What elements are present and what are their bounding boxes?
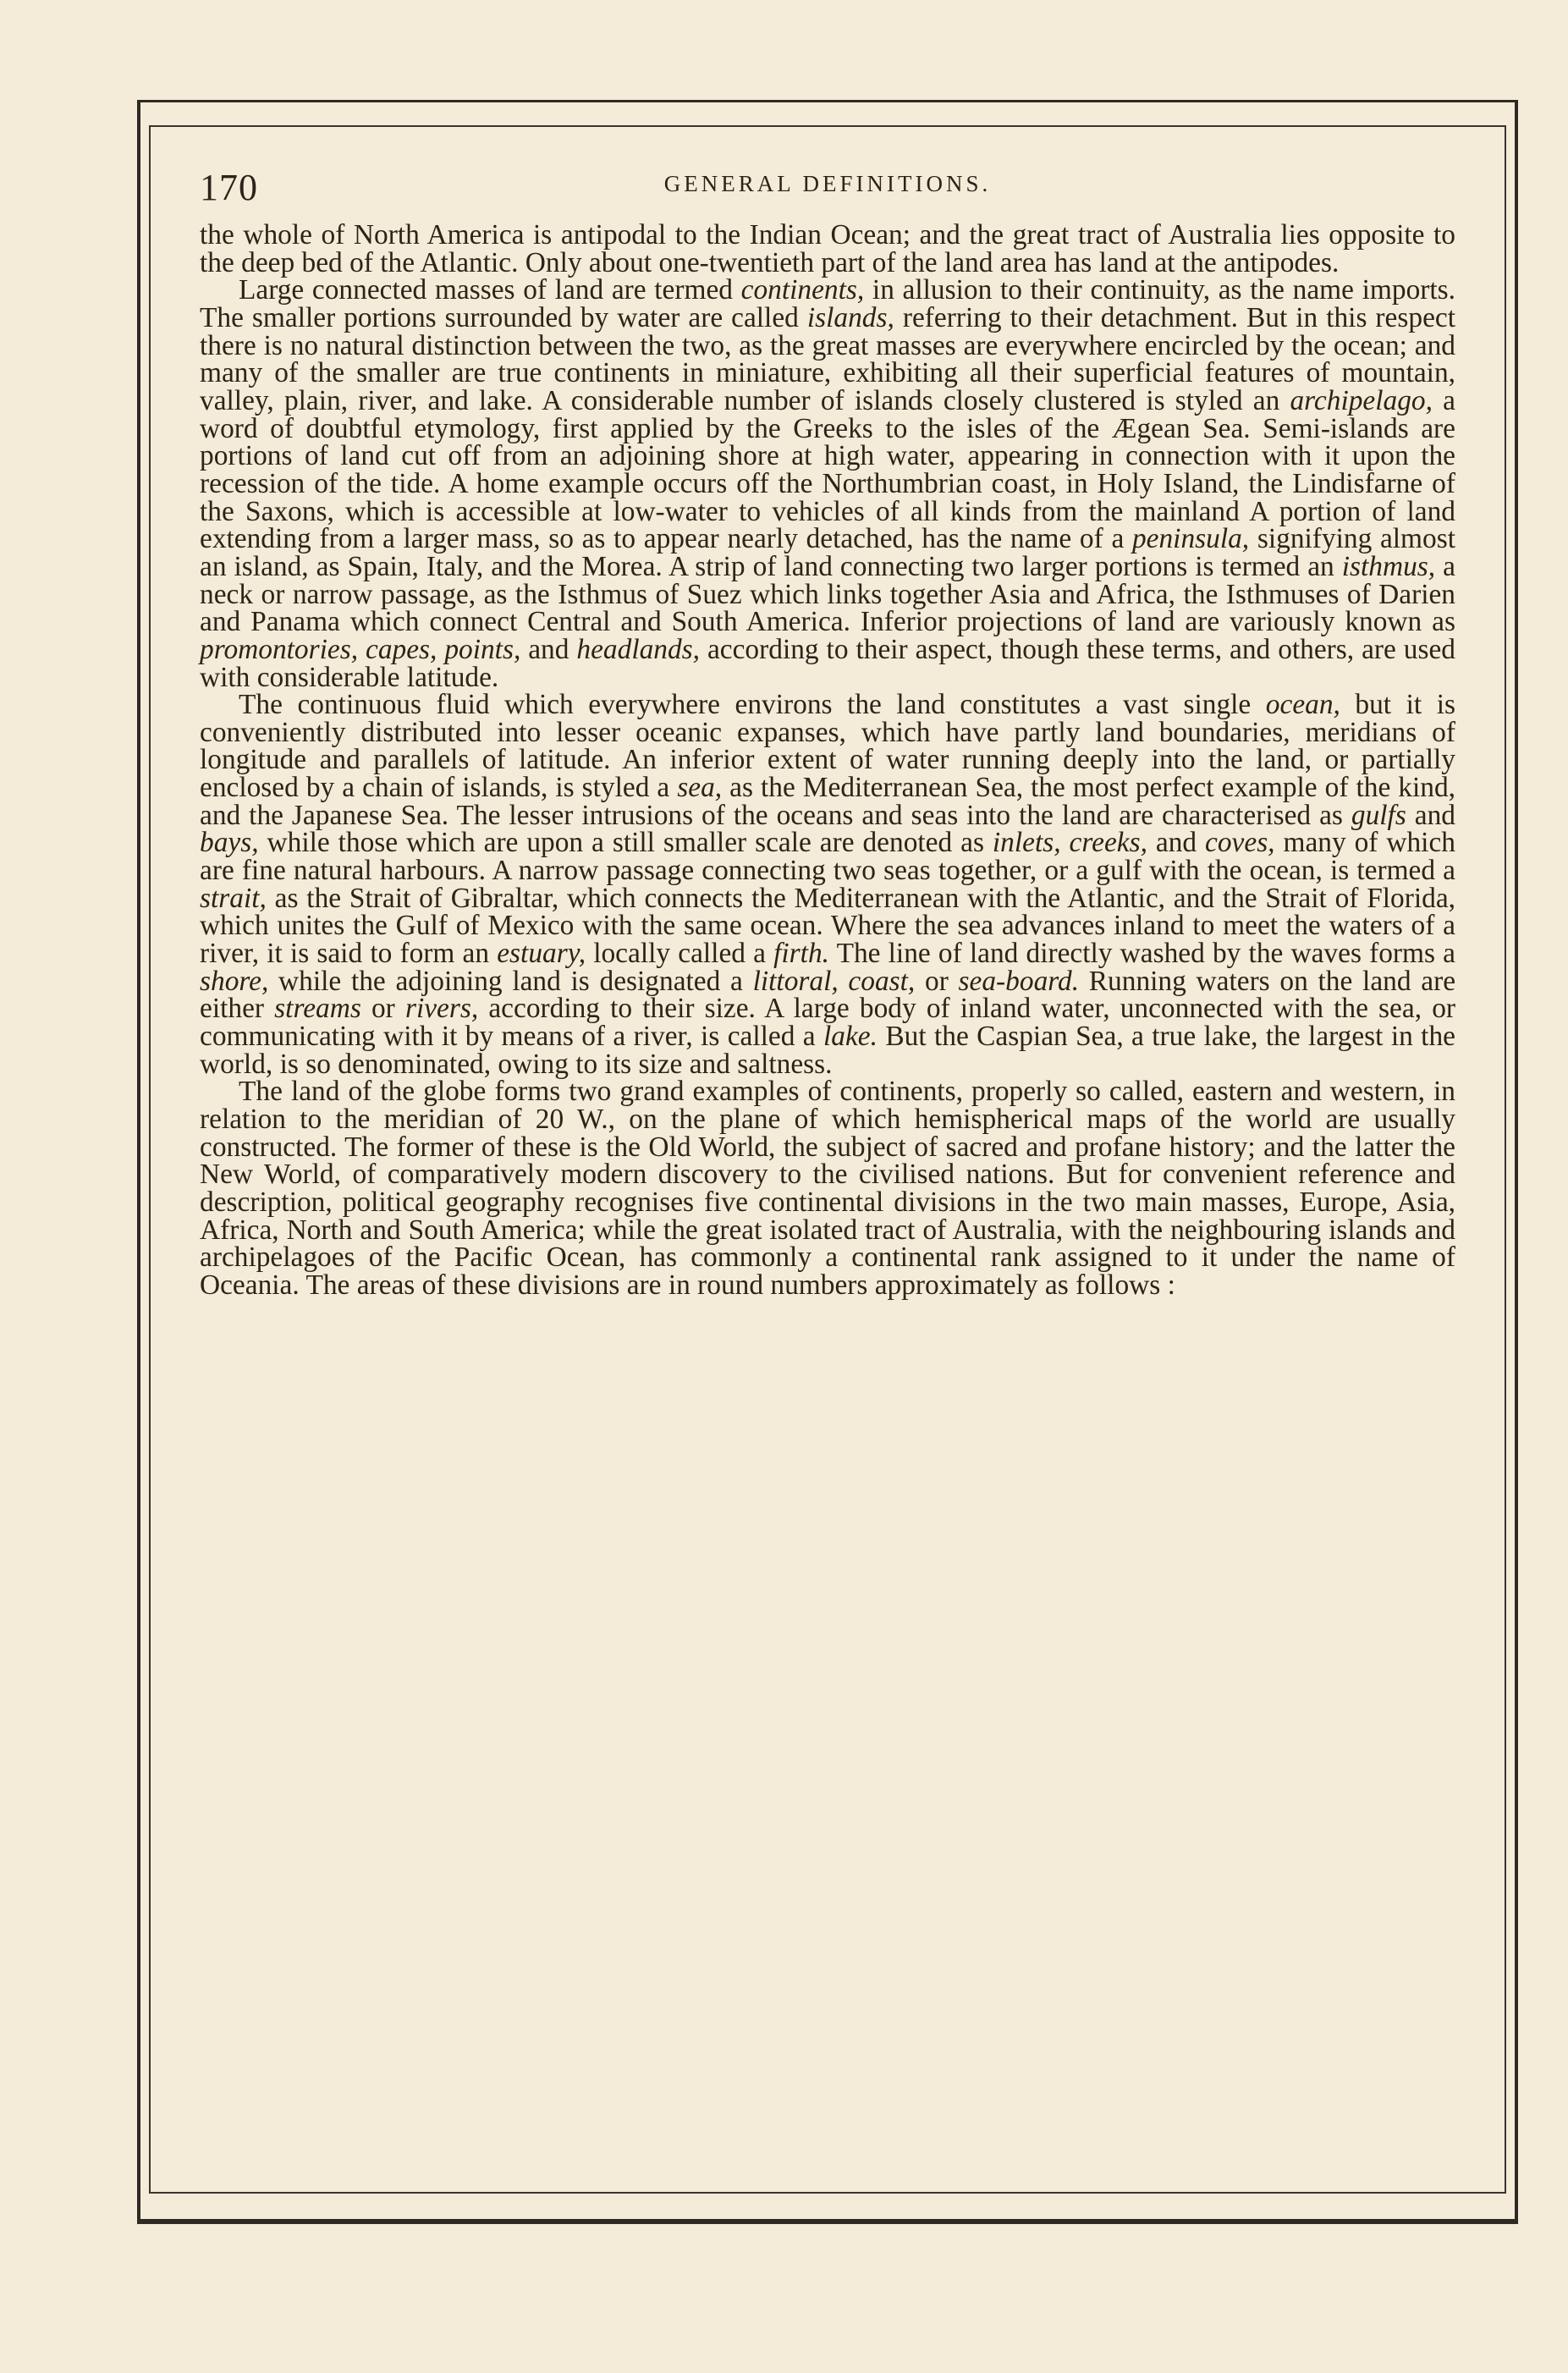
italic-term: streams [274,993,361,1025]
italic-term: sea-board. [958,965,1080,997]
italic-term: strait, [200,882,267,914]
paragraph [200,691,1455,1078]
italic-term: littoral, coast, [752,965,916,997]
text-run: or [360,993,405,1025]
text-run: a neck or narrow passage, as the Isthmus of Suez which links together Asia and Africa, the Isthmuses of Darien and Panama which connect Central and South America. Inferior projections of land are variously known as [200,550,1455,638]
paragraph [200,219,1455,278]
text-run: or [915,965,959,997]
text-run: but it is conveniently distributed into lesser oceanic expanses, which have partly land boundaries, meridians of longitude and parallels of latitude. An inferior extent of water running deeply into the land, or partially enclosed by a chain of islands, is styled a [200,689,1455,804]
text-run: in allusion to their continuity, as the name imports. The smaller portions surrounded by water are called [200,274,1456,333]
page-header [200,166,1455,208]
italic-term: shore, [200,965,269,997]
text-run: a word of doubtful etymology, first applied by the Greeks to the isles of the Ægean Sea. Semi-islands are portions of land cut off from an adjoining shore at high water, appearing in connection with it upon the recession of the tide. A home example occurs off the Northumbrian coast, in Holy Island, the Lindisfarne of the Saxons, which is accessible at low-water to vehicles of all kinds from the mainland A portion of land extending from a larger mass, so as to appear nearly detached, has the name of a [200,384,1455,555]
italic-term: lake. [823,1021,878,1053]
text-run: many of which are fine natural harbours. A narrow passage connecting two seas together, or a gulf with the ocean, is termed a [200,827,1455,887]
body-text [200,219,1456,1301]
italic-term: promontories, capes, points, [200,633,521,665]
text-run: The land of the globe forms two grand examples of continents, properly so called, eastern and western, in relation to the meridian of 20 W., on the plane of which hemispherical maps of the world are usually constructed. The former of these is the Old World, the subject of sacred and profane history; and the latter the New World, of comparatively modern discovery to the civilised nations. But for convenient reference and description, political geography recognises five continental divisions in the two main masses, Europe, Asia, Africa, North and South America; while the great isolated tract of Australia, with the neighbouring islands and archipelagoes of the Pacific Ocean, has commonly a continental rank assigned to it under the name of Oceania. The areas of these divisions are in round numbers approximately as follows : [200,1076,1455,1301]
running-title: GENERAL DEFINITIONS. [663,171,992,196]
text-run: referring to their detachment. But in this respect there is no natural distinction between the two, as the great masses are everywhere encircled by the ocean; and many of the smaller are true continents in miniature, exhibiting all their superficial features of mountain, valley, plain, river, and lake. A considerable number of islands closely clustered is styled an [200,301,1455,416]
italic-term: rivers, [404,993,479,1025]
italic-term: ocean, [1265,689,1340,721]
text-run: as the Strait of Gibraltar, which connects the Mediterranean with the Atlantic, and the Strait of Florida, which unites the Gulf of Mexico with the same ocean. Where the sea advances inland to meet the waters of a river, it is said to form an [200,882,1455,970]
text-run: Running waters on the land are either [200,965,1456,1025]
italic-term: inlets, creeks, [992,827,1147,859]
italic-term: estuary, [497,938,586,970]
italic-term: bays, [200,827,259,859]
italic-term: coves, [1205,827,1275,859]
italic-term: islands, [806,301,894,333]
text-run: according to their size. A large body of inland water, unconnected with the sea, or communicating with it by means of a river, is called a [200,993,1456,1053]
italic-term: sea, [677,772,723,804]
text-run: and [1406,799,1456,831]
italic-term: firth. [773,938,829,970]
text-run: the whole of North America is antipodal to the Indian Ocean; and the great tract of Australia lies opposite to the deep bed of the Atlantic. Only about one-twentieth part of the land area has land at the antipodes. [200,219,1455,278]
text-run: and [520,633,577,665]
text-run: The continuous fluid which everywhere environs the land constitutes a vast single [239,689,1266,721]
text-run: and [1147,827,1206,859]
italic-term: peninsula, [1131,523,1250,555]
text-run: locally called a [586,938,774,970]
text-run: while those which are upon a still smaller scale are denoted as [258,827,993,859]
text-run: as the Mediterranean Sea, the most perfect example of the kind, and the Japanese Sea. The lesser intrusions of the oceans and seas into the land are characterised as [200,772,1456,831]
italic-term: archipelago, [1290,384,1433,416]
paragraph [200,274,1456,693]
italic-term: isthmus, [1341,550,1436,582]
italic-term: gulfs [1351,799,1406,831]
paragraph [200,1078,1455,1299]
text-run: signifying almost an island, as Spain, Italy, and the Morea. A strip of land connecting two larger portions is termed an [200,523,1455,582]
italic-term: continents, [740,274,865,306]
text-run: while the adjoining land is designated a [268,965,753,997]
text-run: The line of land directly washed by the waves forms a [829,938,1455,970]
text-run: Large connected masses of land are termed [239,274,741,306]
text-run: according to their aspect, though these terms, and others, are used with considerable latitude. [200,633,1455,693]
italic-term: headlands, [576,633,701,665]
page-number: 170 [200,167,258,208]
text-run: But the Caspian Sea, a true lake, the largest in the world, is so denominated, owing to its size and saltness. [200,1021,1455,1080]
